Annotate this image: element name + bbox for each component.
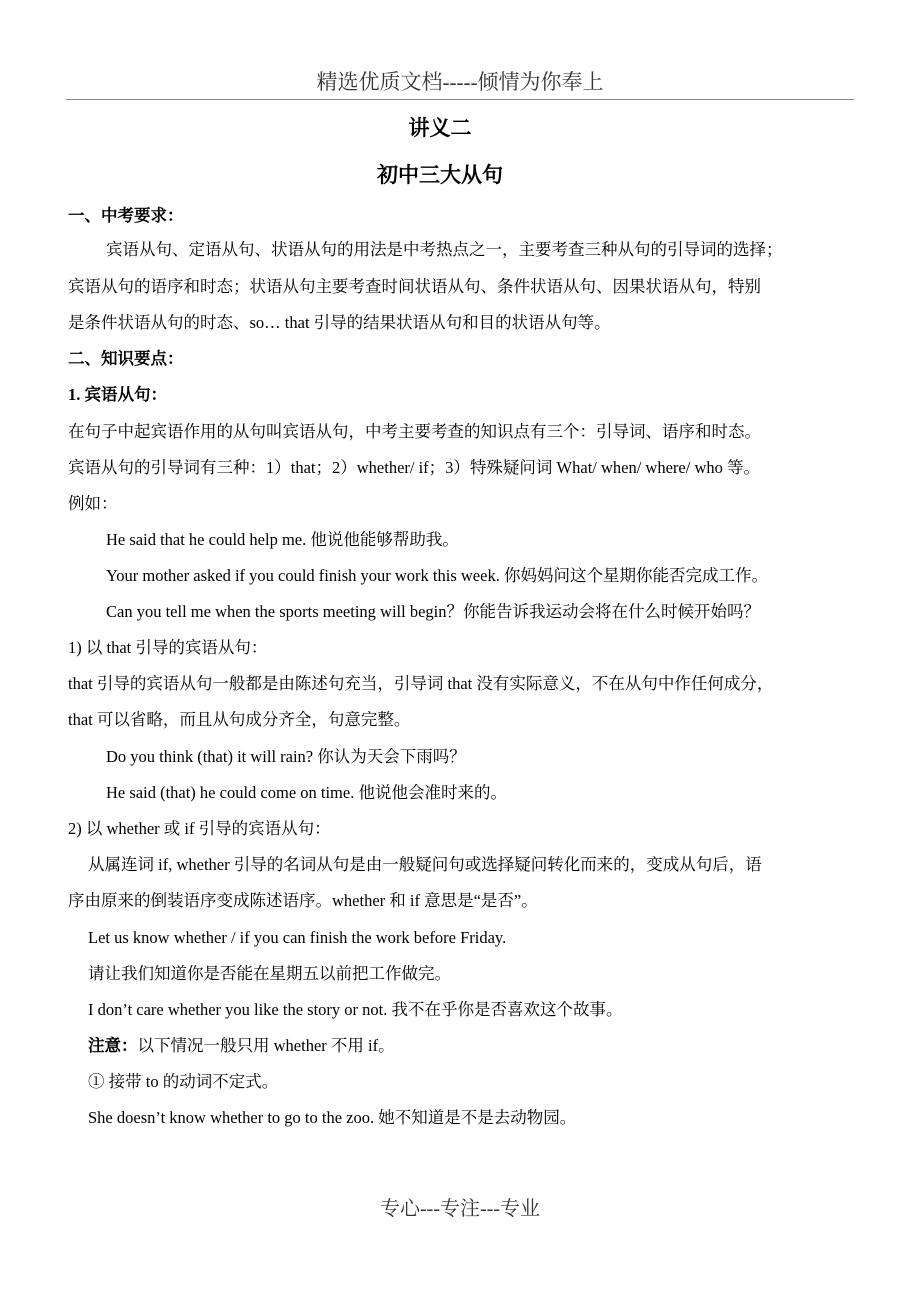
note-line (88, 1035, 395, 1057)
paragraph-line: that 引导的宾语从句一般都是由陈述句充当，引导词 that 没有实际意义，不在从句中作任何成分， (68, 674, 774, 693)
paragraph-line: 宾语从句、定语从句、状语从句的用法是中考热点之一，主要考查三种从句的引导词的选择； (106, 240, 783, 259)
paragraph-line: 在句子中起宾语作用的从句叫宾语从句，中考主要考查的知识点有三个：引导词、语序和时态。 (68, 422, 761, 441)
paragraph-line: 例如： (68, 494, 118, 513)
example-sentence: Can you tell me when the sports meeting will begin？你能告诉我运动会将在什么时候开始吗？ (106, 602, 760, 621)
note-item: ① 接带 to 的动词不定式。 (88, 1072, 279, 1091)
paragraph-line: 宾语从句的引导词有三种：1）that；2）whether/ if；3）特殊疑问词 What/ when/ where/ who 等。 (68, 458, 760, 477)
point-heading-that: 1) 以 that 引导的宾语从句： (68, 638, 268, 657)
example-sentence: Let us know whether / if you can finish the work before Friday. (88, 928, 507, 947)
section-heading-knowledge: 二、知识要点： (68, 349, 184, 368)
header-divider (66, 99, 854, 100)
paragraph-line: 是条件状语从句的时态、so… that 引导的结果状语从句和目的状语从句等。 (68, 313, 611, 332)
paragraph-line: 从属连词 if, whether 引导的名词从句是由一般疑问句或选择疑问转化而来的，变成从句后，语 (88, 855, 762, 874)
example-translation: 请让我们知道你是否能在星期五以前把工作做完。 (88, 964, 451, 983)
subsection-heading-object-clause: 1. 宾语从句： (68, 385, 167, 404)
paragraph-line: 宾语从句的语序和时态；状语从句主要考查时间状语从句、条件状语从句、因果状语从句，特别 (68, 277, 761, 296)
note-label: 注意： (88, 1036, 138, 1055)
example-sentence: He said that he could help me. 他说他能够帮助我。 (106, 530, 459, 549)
paragraph-line: that 可以省略，而且从句成分齐全，句意完整。 (68, 710, 411, 729)
example-sentence: Do you think (that) it will rain? 你认为天会下雨吗？ (106, 747, 466, 766)
example-sentence: Your mother asked if you could finish your work this week. 你妈妈问这个星期你能否完成工作。 (106, 566, 768, 585)
example-sentence: She doesn’t know whether to go to the zoo. 她不知道是不是去动物园。 (88, 1108, 577, 1127)
document-title: 讲义二 (408, 116, 472, 140)
paragraph-line: 序由原来的倒装语序变成陈述语序。whether 和 if 意思是“是否”。 (68, 891, 538, 910)
example-sentence: He said (that) he could come on time. 他说他会准时来的。 (106, 783, 507, 802)
example-sentence: I don’t care whether you like the story or not. 我不在乎你是否喜欢这个故事。 (88, 1000, 623, 1019)
section-heading-requirements: 一、中考要求： (68, 206, 184, 225)
document-subtitle: 初中三大从句 (377, 163, 503, 187)
note-text: 以下情况一般只用 whether 不用 if。 (137, 1036, 395, 1055)
page-footer: 专心---专注---专业 (380, 1198, 540, 1220)
point-heading-whether-if: 2) 以 whether 或 if 引导的宾语从句： (68, 819, 331, 838)
page-header: 精选优质文档-----倾情为你奉上 (316, 70, 604, 94)
